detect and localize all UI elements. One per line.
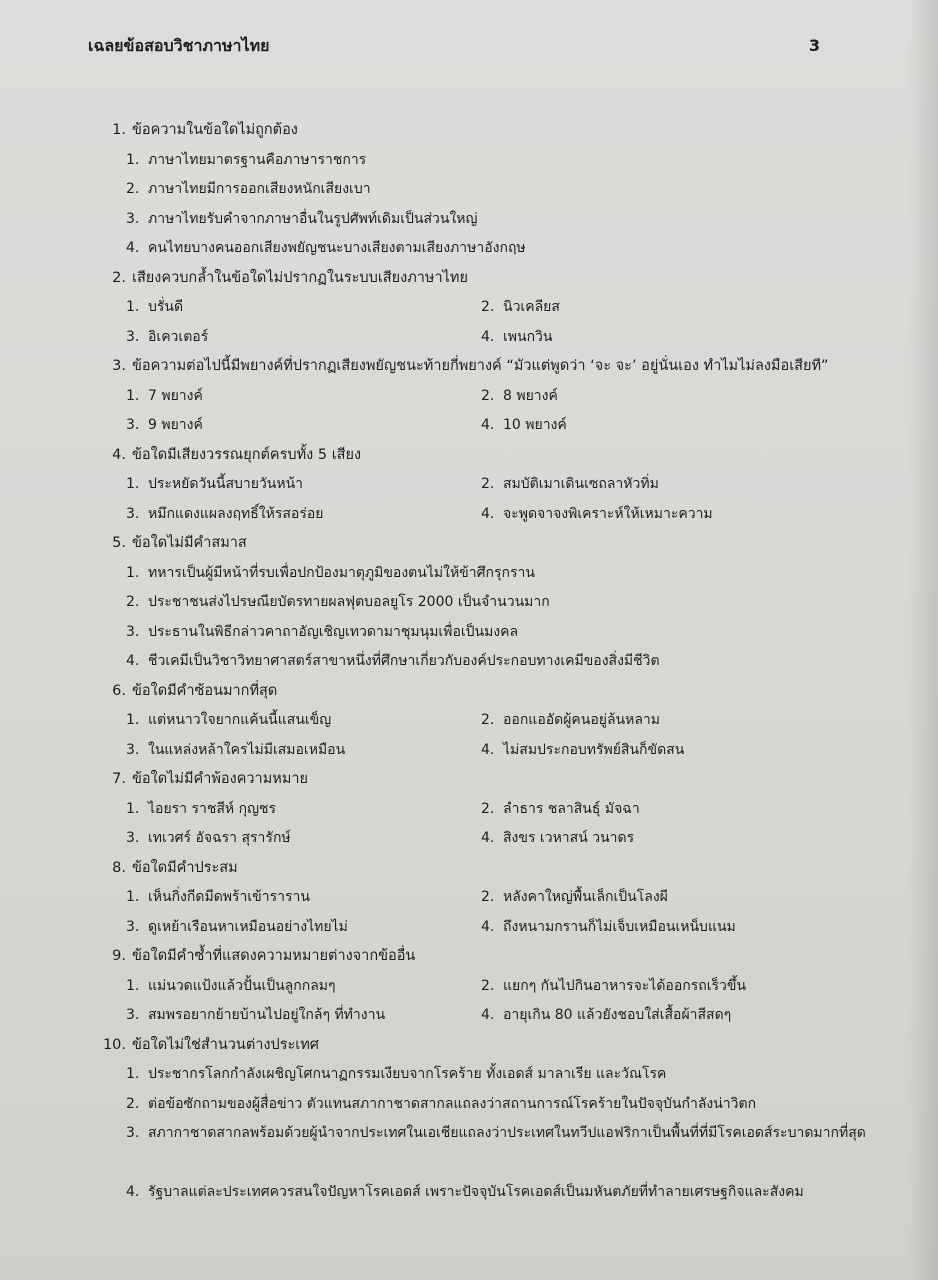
option-number: 3. bbox=[126, 1007, 140, 1023]
answer-option bbox=[481, 913, 881, 943]
option-text: ถึงหนามกรานก็ไม่เจ็บเหมือนเหน็บแนม bbox=[503, 918, 736, 935]
option-list bbox=[126, 795, 860, 854]
option-number: 3. bbox=[126, 328, 140, 345]
answer-option bbox=[126, 146, 881, 176]
option-number: 4. bbox=[481, 1007, 495, 1023]
answer-option bbox=[126, 205, 881, 235]
option-text: ในแหล่งหล้าใครไม่มีเสมอเหมือน bbox=[148, 741, 346, 758]
question-item bbox=[100, 441, 860, 530]
option-number: 1. bbox=[126, 151, 140, 168]
option-number: 4. bbox=[481, 328, 495, 345]
option-list bbox=[126, 470, 860, 529]
option-number: 2. bbox=[481, 712, 495, 728]
option-text: ประหยัดวันนี้สบายวันหน้า bbox=[148, 476, 304, 492]
answer-option bbox=[481, 972, 881, 1002]
option-list bbox=[126, 883, 860, 942]
question-text: ข้อใดมีเสียงวรรณยุกต์ครบทั้ง 5 เสียง bbox=[132, 446, 362, 463]
answer-option bbox=[126, 323, 481, 353]
question-item bbox=[100, 352, 860, 441]
answer-option bbox=[126, 706, 481, 736]
answer-option bbox=[126, 1178, 881, 1208]
question-item bbox=[100, 854, 860, 943]
question-number: 4. bbox=[112, 446, 126, 463]
option-number: 2. bbox=[481, 977, 495, 994]
answer-option bbox=[126, 500, 481, 530]
question-list bbox=[100, 116, 866, 1208]
option-number: 4. bbox=[481, 830, 495, 846]
option-text: 8 พยางค์ bbox=[503, 387, 558, 404]
option-text: ประชาชนส่งไปรษณียบัตรทายผลฟุตบอลยูโร 2000 เป็นจำนวนมาก bbox=[148, 594, 550, 610]
option-text: แม่นวดแป้งแล้วปั้นเป็นลูกกลมๆ bbox=[148, 977, 336, 994]
option-text: ชีวเคมีเป็นวิชาวิทยาศาสตร์สาขาหนึ่งที่ศึกษาเกี่ยวกับองค์ประกอบทางเคมีของสิ่งมีชีวิต bbox=[148, 653, 660, 669]
option-text: จะพูดจาจงพิเคราะห์ให้เหมาะความ bbox=[503, 505, 713, 522]
option-list bbox=[126, 559, 860, 677]
question-item bbox=[100, 529, 860, 677]
question-number: 6. bbox=[112, 682, 126, 699]
answer-option bbox=[126, 1060, 881, 1090]
question-head bbox=[100, 264, 860, 294]
option-text: หลังคาใหญ่พื้นเล็กเป็นโลงผี bbox=[503, 889, 668, 905]
answer-option bbox=[126, 1001, 481, 1031]
option-text: สิงขร เวหาสน์ วนาดร bbox=[503, 830, 635, 846]
option-text: ลำธาร ชลาสินธุ์ มัจฉา bbox=[503, 800, 640, 817]
question-head bbox=[100, 352, 860, 382]
answer-option bbox=[126, 736, 481, 766]
answer-option bbox=[481, 883, 881, 913]
option-number: 4. bbox=[481, 417, 495, 433]
question-number: 7. bbox=[112, 771, 126, 787]
option-number: 2. bbox=[481, 299, 495, 315]
option-list bbox=[126, 1060, 866, 1208]
option-text: ไม่สมประกอบทรัพย์สินก็ขัดสน bbox=[503, 741, 685, 758]
option-text: แยกๆ กันไปกินอาหารจะได้ออกรถเร็วขึ้น bbox=[503, 977, 747, 994]
answer-option bbox=[481, 411, 881, 441]
question-item bbox=[100, 264, 860, 353]
answer-option bbox=[481, 323, 881, 353]
option-text: สมบัติเมาเดินเซถลาหัวทิ่ม bbox=[503, 476, 659, 492]
option-text: 10 พยางค์ bbox=[503, 417, 567, 433]
question-item bbox=[100, 116, 860, 264]
question-head bbox=[100, 854, 860, 884]
option-list bbox=[126, 382, 860, 441]
option-number: 2. bbox=[481, 476, 495, 492]
answer-option bbox=[126, 234, 881, 264]
answer-option bbox=[481, 736, 881, 766]
option-text: ภาษาไทยมีการออกเสียงหนักเสียงเบา bbox=[148, 181, 371, 197]
option-text: ประธานในพิธีกล่าวคาถาอัญเชิญเทวดามาชุมนุมเพื่อเป็นมงคล bbox=[148, 623, 519, 640]
option-text: รัฐบาลแต่ละประเทศควรสนใจปัญหาโรคเอดส์ เพราะปัจจุบันโรคเอดส์เป็นมหันตภัยที่ทำลายเศรษฐกิจและสังคม bbox=[148, 1184, 804, 1200]
question-head bbox=[100, 441, 860, 471]
option-number: 1. bbox=[126, 889, 140, 905]
option-number: 1. bbox=[126, 564, 140, 581]
option-text: อิเควเตอร์ bbox=[148, 328, 209, 345]
option-number: 1. bbox=[126, 712, 140, 728]
question-item bbox=[100, 942, 860, 1031]
question-text: เสียงควบกล้ำในข้อใดไม่ปรากฏในระบบเสียงภาษาไทย bbox=[132, 269, 468, 286]
option-number: 4. bbox=[481, 918, 495, 935]
option-text: ภาษาไทยมาตรฐานคือภาษาราชการ bbox=[148, 151, 367, 168]
option-number: 1. bbox=[126, 977, 140, 994]
answer-option bbox=[126, 293, 481, 323]
question-item bbox=[100, 1031, 866, 1208]
answer-option bbox=[126, 382, 481, 412]
question-text: ข้อใดไม่มีคำพ้องความหมาย bbox=[132, 771, 309, 787]
answer-option bbox=[481, 1001, 881, 1031]
option-number: 3. bbox=[126, 741, 140, 758]
answer-option bbox=[126, 470, 481, 500]
option-text: ดูเหย้าเรือนหาเหมือนอย่างไทยไม่ bbox=[148, 918, 348, 935]
answer-option bbox=[126, 824, 481, 854]
question-text: ข้อความต่อไปนี้มีพยางค์ที่ปรากฏเสียงพยัญชนะท้ายกี่พยางค์ “มัวแต่พูดว่า ‘จะ จะ’ อยู่นั่นเอง ทำไมไม่ลงมือเสียที” bbox=[132, 358, 829, 374]
option-number: 1. bbox=[126, 800, 140, 817]
option-number: 1. bbox=[126, 299, 140, 315]
option-number: 4. bbox=[481, 741, 495, 758]
option-text: เทเวศร์ อัจฉรา สุรารักษ์ bbox=[148, 830, 291, 846]
option-list bbox=[126, 706, 860, 765]
question-number: 10. bbox=[102, 1036, 126, 1053]
question-head bbox=[100, 765, 860, 795]
question-text: ข้อใดไม่มีคำสมาส bbox=[132, 535, 247, 551]
answer-option bbox=[126, 411, 481, 441]
option-number: 3. bbox=[126, 1125, 140, 1141]
option-number: 3. bbox=[126, 417, 140, 433]
option-text: เห็นกิ่งกีดมีดพร้าเข้าราราน bbox=[148, 889, 310, 905]
answer-option bbox=[481, 470, 881, 500]
option-list bbox=[126, 972, 860, 1031]
answer-option bbox=[126, 883, 481, 913]
question-number: 1. bbox=[112, 122, 126, 138]
answer-option bbox=[481, 706, 881, 736]
answer-option bbox=[126, 175, 881, 205]
answer-option bbox=[126, 1090, 881, 1120]
option-text: บรั่นดี bbox=[148, 299, 184, 315]
option-text: สภากาชาดสากลพร้อมด้วยผู้นำจากประเทศในเอเชียแถลงว่าประเทศในทวีปแอฟริกาเป็นพื้นที่ที่มีโรคเอดส์ระบาดมากที่สุด bbox=[148, 1125, 866, 1141]
option-text: อายุเกิน 80 แล้วยังชอบใส่เสื้อผ้าสีสดๆ bbox=[503, 1007, 732, 1023]
option-list bbox=[126, 146, 860, 264]
answer-option bbox=[126, 913, 481, 943]
answer-option bbox=[126, 559, 881, 589]
option-text: ออกแออัดผู้คนอยู่ล้นหลาม bbox=[503, 712, 661, 728]
option-number: 3. bbox=[126, 830, 140, 846]
option-number: 4. bbox=[126, 653, 140, 669]
option-text: แต่หนาวใจยากแค้นนี้แสนเข็ญ bbox=[148, 712, 332, 728]
page-number: 3 bbox=[808, 36, 820, 55]
question-head bbox=[100, 1031, 860, 1061]
option-text: ภาษาไทยรับคำจากภาษาอื่นในรูปศัพท์เดิมเป็นส่วนใหญ่ bbox=[148, 210, 478, 227]
question-number: 2. bbox=[112, 269, 126, 286]
answer-option bbox=[481, 500, 881, 530]
answer-option bbox=[481, 382, 881, 412]
option-number: 2. bbox=[481, 889, 495, 905]
page-edge-shadow bbox=[908, 0, 938, 1280]
question-number: 5. bbox=[112, 535, 126, 551]
question-head bbox=[100, 116, 860, 146]
option-text: ประชากรโลกกำลังเผชิญโศกนาฏกรรมเงียบจากโรคร้าย ทั้งเอดส์ มาลาเรีย และวัณโรค bbox=[148, 1066, 667, 1082]
question-item bbox=[100, 765, 860, 854]
option-number: 2. bbox=[481, 800, 495, 817]
question-head bbox=[100, 529, 860, 559]
option-number: 1. bbox=[126, 1066, 140, 1082]
answer-option bbox=[126, 795, 481, 825]
option-number: 2. bbox=[126, 594, 140, 610]
option-number: 3. bbox=[126, 918, 140, 935]
question-head bbox=[100, 942, 860, 972]
option-text: หมึกแดงแผลงฤทธิ์ให้รสอร่อย bbox=[148, 505, 324, 522]
answer-option bbox=[126, 618, 881, 648]
option-text: นิวเคลียส bbox=[503, 299, 560, 315]
option-number: 3. bbox=[126, 505, 140, 522]
question-text: ข้อใดไม่ใช่สำนวนต่างประเทศ bbox=[132, 1036, 319, 1053]
question-text: ข้อใดมีคำซ้ำที่แสดงความหมายต่างจากข้ออื่น bbox=[132, 948, 416, 964]
option-number: 1. bbox=[126, 387, 140, 404]
question-text: ข้อความในข้อใดไม่ถูกต้อง bbox=[132, 122, 298, 138]
option-number: 2. bbox=[126, 181, 140, 197]
option-text: เพนกวิน bbox=[503, 328, 553, 345]
option-text: 9 พยางค์ bbox=[148, 417, 203, 433]
question-item bbox=[100, 677, 860, 766]
option-text: ต่อข้อซักถามของผู้สื่อข่าว ตัวแทนสภากาชาดสากลแถลงว่าสถานการณ์โรคร้ายในปัจจุบันกำลังน่าวิตก bbox=[148, 1095, 757, 1112]
answer-option bbox=[126, 647, 881, 677]
option-text: ไอยรา ราชสีห์ กุญชร bbox=[148, 800, 277, 817]
question-number: 8. bbox=[112, 859, 126, 876]
option-number: 3. bbox=[126, 210, 140, 227]
option-text: ทหารเป็นผู้มีหน้าที่รบเพื่อปกป้องมาตุภูมิของตนไม่ให้ข้าศึกรุกราน bbox=[148, 564, 535, 581]
answer-option bbox=[126, 1119, 881, 1178]
option-text: คนไทยบางคนออกเสียงพยัญชนะบางเสียงตามเสียงภาษาอังกฤษ bbox=[148, 240, 526, 256]
answer-option bbox=[481, 824, 881, 854]
page-title: เฉลยข้อสอบวิชาภาษาไทย bbox=[88, 36, 270, 55]
page-header bbox=[88, 34, 820, 59]
answer-option bbox=[481, 293, 881, 323]
option-text: สมพรอยากย้ายบ้านไปอยู่ใกล้ๆ ที่ทำงาน bbox=[148, 1007, 386, 1023]
option-number: 2. bbox=[481, 387, 495, 404]
question-number: 3. bbox=[112, 358, 126, 374]
option-number: 4. bbox=[126, 240, 140, 256]
option-number: 2. bbox=[126, 1095, 140, 1112]
option-number: 1. bbox=[126, 476, 140, 492]
question-text: ข้อใดมีคำประสม bbox=[132, 859, 238, 876]
answer-option bbox=[481, 795, 881, 825]
answer-option bbox=[126, 588, 881, 618]
option-text: 7 พยางค์ bbox=[148, 387, 203, 404]
option-number: 4. bbox=[481, 505, 495, 522]
answer-option bbox=[126, 972, 481, 1002]
option-number: 4. bbox=[126, 1184, 140, 1200]
question-text: ข้อใดมีคำซ้อนมากที่สุด bbox=[132, 682, 278, 699]
option-number: 3. bbox=[126, 623, 140, 640]
question-head bbox=[100, 677, 860, 707]
question-number: 9. bbox=[112, 948, 126, 964]
option-list bbox=[126, 293, 860, 352]
